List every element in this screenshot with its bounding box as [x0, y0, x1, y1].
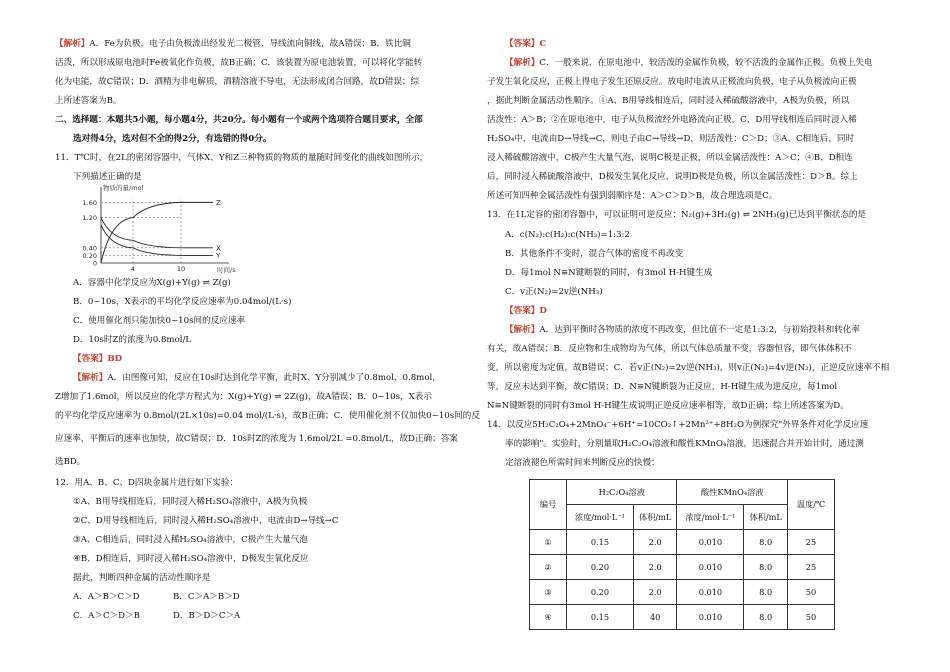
q11-analysis-line-1: 【解析】A．由图像可知，反应在10s时达到化学平衡，此时X、Y分别减少了0.8mol、0.8mol，: [73, 373, 441, 383]
table-cell: 8.0: [744, 555, 788, 580]
table-cell: 0.15: [567, 605, 634, 630]
q12-analysis-line-2: 子发生氧化反应，正极上得电子发生还原反应。放电时电流从正极流向负极，电子从负极流向正极: [487, 77, 857, 87]
q11-analysis-line-3: 的平均化学反应速率为 0.8mol/(2L×10s)=0.04 mol/(L·s)，故B正确；C．使用催化剂不仅加快0~10s间的反: [55, 411, 480, 421]
table-header-oxalic: H₂C₂O₄溶液: [567, 480, 677, 505]
table-subheader: 体积/mL: [633, 505, 677, 530]
q11-option-b: B．0~10s，X表示的平均化学反应速率为0.04mol/(L·s): [73, 297, 292, 307]
series-label-Y: Y: [216, 251, 221, 260]
table-row: [530, 580, 835, 605]
q13-answer: 【答案】D: [505, 306, 547, 316]
table-cell: 50: [788, 580, 835, 605]
q12-exp-2: ②C、D用导线相连后，同时浸入稀H₂SO₄溶液中，电流由D→导线→C: [73, 516, 339, 526]
table-cell: 8.0: [744, 530, 788, 555]
q13-analysis-line-3: 变，所以密度为定值，故B错误；C．若v正(N₂)=2v逆(NH₃)，则v正(N₂)=4v逆(N₂)，正逆反应速率不相: [487, 363, 890, 373]
y-tick-label: 0: [92, 259, 97, 268]
table-cell: 8.0: [744, 580, 788, 605]
q12-answer: 【答案】C: [505, 39, 547, 49]
table-cell: 2.0: [633, 530, 677, 555]
series-line-X: [101, 218, 213, 248]
q13-option-d: D．每1mol N≡N键断裂的同时，有3mol H-H键生成: [505, 268, 713, 278]
q12-exp-3: ③A、C相连后，同时浸入稀H₂SO₄溶液中，C极产生大量气泡: [73, 535, 308, 545]
table-cell: ③: [530, 580, 567, 605]
q12-option-c: C．A＞C＞D＞B: [73, 611, 140, 621]
q12-exp-1: ①A、B用导线相连后，同时浸入稀H₂SO₄溶液中，A极为负极: [73, 497, 308, 507]
table-cell: 0.15: [567, 530, 634, 555]
table-cell: 50: [788, 605, 835, 630]
table-cell: 0.20: [567, 580, 634, 605]
y-axis-label: 物质的量/mol: [103, 184, 144, 192]
y-tick-label: 1.20: [82, 214, 97, 223]
q11-option-a: A．容器中化学反应为X(g)+Y(g) ⇌ Z(g): [73, 278, 231, 288]
x-tick-label: 10: [176, 265, 186, 273]
q14-stem-1: 14．以反应5H₂C₂O₄+2MnO₄⁻+6H⁺=10CO₂↑+2Mn²⁺+8H₂O为例探究"外界条件对化学反应速: [487, 420, 869, 430]
y-tick-label: 0.20: [82, 251, 97, 260]
q11-answer: 【答案】BD: [73, 354, 123, 364]
section-2-heading-1: 二、选择题：本题共5小题，每小题4分，共20分。每小题有一个或两个选项符合题目要求，全部: [55, 115, 423, 125]
table-cell: 0.20: [567, 555, 634, 580]
series-label-X: X: [216, 244, 221, 253]
q12-option-a: A．A＞B＞C＞D: [73, 592, 140, 602]
q12-analysis-line-4: 活泼性：A＞B；②在原电池中，电子从负极流经外电路流向正极，C、D用导线相连后同时浸入稀: [487, 115, 857, 125]
q13-option-b: B．其他条件不变时，混合气体的密度不再改变: [505, 249, 684, 259]
q11-option-d: D．10s时Z的浓度为0.8mol/L: [73, 335, 192, 345]
table-cell: 25: [788, 555, 835, 580]
table-cell: ④: [530, 605, 567, 630]
table-row: [530, 530, 835, 555]
table-cell: 8.0: [744, 605, 788, 630]
q14-stem-2: 率的影响"。实验时，分别量取H₂C₂O₄溶液和酸性KMnO₄溶液，迅速混合并开始计时，通过测: [505, 439, 864, 449]
q12-analysis-line-8: 所述可知四种金属活泼性有强到弱顺序是：A＞C＞D＞B，故合理选项是C。: [487, 191, 778, 201]
table-cell: 2.0: [633, 555, 677, 580]
table-row: [530, 555, 835, 580]
q13-option-a: A．c(N₂):c(H₂):c(NH₃)=1:3:2: [505, 230, 630, 240]
q11-analysis-line-5: 选BD。: [55, 457, 86, 467]
series-line-Y: [101, 225, 213, 255]
q13-analysis-line-2: 有关，故A错误；B．反应物和生成物均为气体，所以气体总质量不变，容器恒容，即气体体积不: [487, 344, 852, 354]
table-cell: 0.010: [677, 555, 744, 580]
table-subheader: 浓度/mol·L⁻¹: [677, 505, 744, 530]
table-cell: 0.010: [677, 605, 744, 630]
y-tick-label: 1.60: [82, 198, 97, 207]
table-cell: ①: [530, 530, 567, 555]
table-subheader: 浓度/mol·L⁻¹: [567, 505, 634, 530]
section-2-heading-2: 选对得4分，选对但不全的得2分，有选错的得0分。: [73, 134, 272, 144]
q12-option-b: B．C＞A＞B＞D: [173, 592, 240, 602]
q13-analysis-line-1: 【解析】A．达到平衡时各物质的浓度不再改变，但比值不一定是1:3:2，与初始投料和转化率: [505, 325, 860, 335]
q13-analysis-line-5: N≡N键断裂的同时有3mol H-H键生成说明正逆反应速率相等，故D正确；综上所述答案为D。: [487, 401, 849, 411]
table-subheader: 体积/mL: [744, 505, 788, 530]
q12-analysis-line-6: 浸入稀硫酸溶液中，C极产生大量气泡，说明C极是正极，所以金属活泼性：A＞C；④B、D相连: [487, 153, 853, 163]
q14-stem-3: 定溶液褪色所需时间来判断反应的快慢：: [505, 458, 660, 468]
q12-option-d: D．B＞D＞C＞A: [173, 611, 241, 621]
x-axis-label: 时间/s: [217, 266, 236, 273]
q11-chart: [63, 183, 248, 273]
q10-analysis-line-4: 上所述答案为B。: [55, 96, 122, 106]
series-label-Z: Z: [216, 198, 221, 207]
table-row: [530, 605, 835, 630]
q10-analysis-line-1: 【解析】A．Fe为负极，电子由负极流出经发光二极管、导线流向铜线，故A错误；B．铁比铜: [55, 39, 411, 49]
table-header-temp: 温度/℃: [788, 480, 835, 530]
q14-table: [529, 479, 835, 630]
q12-analysis-line-3: ，据此判断金属活动性顺序。①A、B用导线相连后，同时浸入稀硫酸溶液中，A极为负极，所以: [487, 96, 850, 106]
q12-analysis-line-5: H₂SO₄中，电流由D→导线→C，则电子由C→导线→D，则活泼性：C＞D；③A、C相连后，同时: [487, 134, 855, 144]
q11-stem-2: 下列描述正确的是: [73, 172, 142, 182]
q13-option-c: C．v正(N₂)=2v逆(NH₃): [505, 287, 603, 297]
q11-stem-1: 11．T℃时，在2L的密闭容器中，气体X、Y和Z三种物质的物质的量随时间变化的曲线如图所示，: [55, 153, 429, 163]
q12-ask: 据此，判断四种金属的活动性顺序是: [73, 573, 211, 583]
q12-analysis-line-1: 【解析】C．一般来说，在原电池中，较活泼的金属作负极，较不活泼的金属作正极。负极上失电: [505, 58, 873, 68]
q11-option-c: C．使用催化剂只能加快0~10s间的反应速率: [73, 316, 246, 326]
q12-analysis-line-7: 后，同时浸入稀硫酸溶液中，D极发生氧化反应，说明D极是负极，所以金属活泼性：D＞B。综上: [487, 172, 858, 182]
q12-exp-4: ④B、D相连后，同时浸入稀H₂SO₄溶液中，D极发生氧化反应: [73, 554, 309, 564]
table-cell: 25: [788, 530, 835, 555]
table-header-kmno4: 酸性KMnO₄溶液: [677, 480, 788, 505]
q13-stem: 13．在1L定容的密闭容器中，可以证明可逆反应：N₂(g)+3H₂(g) ⇌ 2NH₃(g)已达到平衡状态的是: [487, 210, 867, 220]
q12-stem: 12．用A、B、C、D四块金属片进行如下实验：: [55, 478, 239, 488]
q10-analysis-line-2: 活泼，所以形成原电池时Fe被氧化作负极，故B正确；C．该装置为原电池装置，可以将化学能转: [55, 58, 423, 68]
q10-analysis-line-3: 化为电能，故C错误；D．酒精为非电解质，酒精溶液不导电，无法形成闭合回路，故D错误；综: [55, 77, 420, 87]
table-cell: 40: [633, 605, 677, 630]
table-cell: 2.0: [633, 580, 677, 605]
q13-analysis-line-4: 等，反应未达到平衡，故C错误；D．N≡N键断裂为正反应，H-H键生成为逆反应，每1mol: [487, 382, 838, 392]
x-tick-label: 4: [130, 265, 136, 273]
table-cell: 0.010: [677, 530, 744, 555]
table-cell: 0.010: [677, 580, 744, 605]
table-cell: ②: [530, 555, 567, 580]
table-header-no: 编号: [530, 480, 567, 530]
y-tick-label: 0.40: [82, 244, 97, 253]
q11-analysis-line-2: Z增加了1.6mol，所以反应的化学方程式为：X(g)+Y(g) ⇌ 2Z(g)，故A错误；B．0~10s，X表示: [55, 392, 432, 402]
q11-analysis-line-4: 应速率，平衡后的速率也加快，故C错误；D．10s时Z的浓度为 1.6mol/2L =0.8mol/L，故D正确；答案: [55, 434, 458, 444]
